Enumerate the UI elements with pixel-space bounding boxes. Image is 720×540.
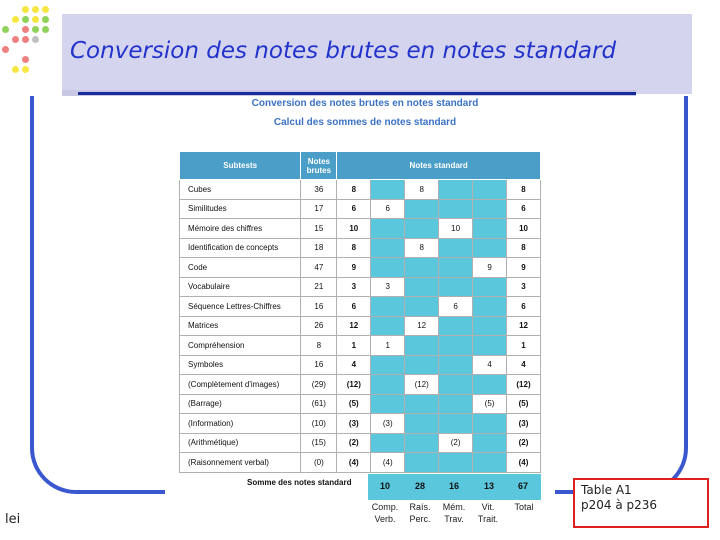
cell-raw: 16 bbox=[301, 297, 337, 317]
decor-dot bbox=[22, 6, 29, 13]
cell-name: Matrices bbox=[180, 316, 301, 336]
cell-raw: (29) bbox=[301, 375, 337, 395]
header-raw-scores: Notes brutes bbox=[301, 152, 337, 180]
cell-total: (5) bbox=[507, 394, 541, 414]
cell-c2: 8 bbox=[405, 180, 439, 200]
cell-std: (2) bbox=[337, 433, 371, 453]
cell-total: 8 bbox=[507, 238, 541, 258]
table-row bbox=[180, 238, 541, 258]
cell-c1: 3 bbox=[371, 277, 405, 297]
cell-total: 8 bbox=[507, 180, 541, 200]
decor-dot bbox=[12, 16, 19, 23]
cell-c3 bbox=[439, 394, 473, 414]
cell-name: (Information) bbox=[180, 414, 301, 434]
table-row bbox=[180, 355, 541, 375]
cell-raw: 21 bbox=[301, 277, 337, 297]
cell-c1: (3) bbox=[371, 414, 405, 434]
cell-total: 6 bbox=[507, 199, 541, 219]
cell-name: Cubes bbox=[180, 180, 301, 200]
cell-c4 bbox=[473, 316, 507, 336]
cell-std: (5) bbox=[337, 394, 371, 414]
cell-raw: (0) bbox=[301, 453, 337, 473]
cell-c2 bbox=[405, 433, 439, 453]
title-underline bbox=[78, 92, 636, 95]
cell-c3 bbox=[439, 258, 473, 278]
cell-c2 bbox=[405, 277, 439, 297]
document-heading: Conversion des notes brutes en notes standard bbox=[251, 98, 479, 109]
sum-vit-trait: 13 bbox=[483, 481, 494, 491]
cell-c3 bbox=[439, 336, 473, 356]
standard-scores-table bbox=[179, 151, 541, 473]
table-row bbox=[180, 375, 541, 395]
cell-c2 bbox=[405, 453, 439, 473]
corner-text: lei bbox=[5, 512, 21, 527]
cell-c1 bbox=[371, 355, 405, 375]
cell-c2: 12 bbox=[405, 316, 439, 336]
table-row bbox=[180, 453, 541, 473]
cell-name: Symboles bbox=[180, 355, 301, 375]
cell-name: Compréhension bbox=[180, 336, 301, 356]
header-subtests: Subtests bbox=[180, 152, 301, 180]
cell-c1: 1 bbox=[371, 336, 405, 356]
cell-raw: (61) bbox=[301, 394, 337, 414]
cell-total: (2) bbox=[507, 433, 541, 453]
cell-c4: (5) bbox=[473, 394, 507, 414]
document-subheading: Calcul des sommes de notes standard bbox=[273, 117, 457, 128]
decor-dot bbox=[2, 26, 9, 33]
cell-c1: 6 bbox=[371, 199, 405, 219]
cell-c3: 6 bbox=[439, 297, 473, 317]
sum-rais-perc: 28 bbox=[414, 481, 425, 491]
table-row bbox=[180, 316, 541, 336]
cell-std: (12) bbox=[337, 375, 371, 395]
cell-std: 8 bbox=[337, 180, 371, 200]
cell-c4 bbox=[473, 277, 507, 297]
cell-total: (3) bbox=[507, 414, 541, 434]
table-row bbox=[180, 394, 541, 414]
cell-c3: 10 bbox=[439, 219, 473, 239]
cell-c4 bbox=[473, 297, 507, 317]
cell-c4 bbox=[473, 433, 507, 453]
cell-std: 6 bbox=[337, 297, 371, 317]
cell-c1 bbox=[371, 180, 405, 200]
cell-std: 1 bbox=[337, 336, 371, 356]
cell-total: 12 bbox=[507, 316, 541, 336]
sum-comp-verb: 10 bbox=[379, 481, 390, 491]
cell-std: (3) bbox=[337, 414, 371, 434]
slide-title: Conversion des notes brutes en notes standard bbox=[70, 38, 617, 64]
decorative-dots bbox=[2, 4, 62, 94]
cell-total: (4) bbox=[507, 453, 541, 473]
cell-total: 9 bbox=[507, 258, 541, 278]
cell-c2 bbox=[405, 414, 439, 434]
cell-c1 bbox=[371, 219, 405, 239]
cell-c4 bbox=[473, 180, 507, 200]
cell-c3 bbox=[439, 316, 473, 336]
cell-total: 10 bbox=[507, 219, 541, 239]
cell-std: 8 bbox=[337, 238, 371, 258]
cell-c3 bbox=[439, 277, 473, 297]
cell-std: 10 bbox=[337, 219, 371, 239]
cell-name: Séquence Lettres-Chiffres bbox=[180, 297, 301, 317]
table-row bbox=[180, 277, 541, 297]
sum-mem-trav: 16 bbox=[448, 481, 459, 491]
cell-name: Identification de concepts bbox=[180, 238, 301, 258]
decor-dot bbox=[32, 6, 39, 13]
cell-raw: 36 bbox=[301, 180, 337, 200]
footer-comp-verb: Comp. Verb. bbox=[371, 502, 399, 524]
sum-total: 67 bbox=[517, 481, 528, 491]
cell-c4: 4 bbox=[473, 355, 507, 375]
cell-raw: 17 bbox=[301, 199, 337, 219]
decor-dot bbox=[32, 36, 39, 43]
cell-c2 bbox=[405, 394, 439, 414]
decor-dot bbox=[2, 46, 9, 53]
table-row bbox=[180, 199, 541, 219]
table-row bbox=[180, 336, 541, 356]
table-row bbox=[180, 433, 541, 453]
cell-c3 bbox=[439, 453, 473, 473]
decor-dot bbox=[22, 66, 29, 73]
cell-c2: (12) bbox=[405, 375, 439, 395]
cell-c1 bbox=[371, 258, 405, 278]
footer-mem-trav: Mém. Trav. bbox=[442, 502, 466, 524]
decor-dot bbox=[42, 6, 49, 13]
decor-dot bbox=[12, 36, 19, 43]
decor-dot bbox=[12, 66, 19, 73]
cell-c3 bbox=[439, 375, 473, 395]
cell-c3: (2) bbox=[439, 433, 473, 453]
cell-raw: 16 bbox=[301, 355, 337, 375]
decor-dot bbox=[42, 16, 49, 23]
cell-c3 bbox=[439, 180, 473, 200]
header-standard-scores: Notes standard bbox=[337, 152, 541, 180]
cell-c3 bbox=[439, 414, 473, 434]
cell-total: 1 bbox=[507, 336, 541, 356]
footer-rais-perc: Raís. Perc. bbox=[409, 502, 431, 524]
decor-dot bbox=[42, 26, 49, 33]
cell-total: 4 bbox=[507, 355, 541, 375]
cell-raw: 18 bbox=[301, 238, 337, 258]
cell-c2 bbox=[405, 355, 439, 375]
cell-c1 bbox=[371, 375, 405, 395]
cell-c2 bbox=[405, 297, 439, 317]
cell-raw: 26 bbox=[301, 316, 337, 336]
cell-c1 bbox=[371, 433, 405, 453]
table-header-row bbox=[180, 152, 541, 180]
cell-c4: 9 bbox=[473, 258, 507, 278]
table-row bbox=[180, 219, 541, 239]
cell-c2 bbox=[405, 336, 439, 356]
table-row bbox=[180, 258, 541, 278]
cell-c1 bbox=[371, 297, 405, 317]
cell-c4 bbox=[473, 219, 507, 239]
cell-c3 bbox=[439, 199, 473, 219]
cell-name: (Complètement d'images) bbox=[180, 375, 301, 395]
cell-c3 bbox=[439, 355, 473, 375]
cell-c2 bbox=[405, 199, 439, 219]
cell-name: Mémoire des chiffres bbox=[180, 219, 301, 239]
cell-raw: 47 bbox=[301, 258, 337, 278]
cell-c4 bbox=[473, 199, 507, 219]
decor-dot bbox=[22, 36, 29, 43]
table-row bbox=[180, 297, 541, 317]
footer-vit-trait: Vit. Trait. bbox=[477, 502, 499, 524]
cell-c2: 8 bbox=[405, 238, 439, 258]
cell-std: 9 bbox=[337, 258, 371, 278]
decor-dot bbox=[32, 26, 39, 33]
cell-name: Similitudes bbox=[180, 199, 301, 219]
cell-c2 bbox=[405, 258, 439, 278]
cell-c4 bbox=[473, 453, 507, 473]
cell-name: Vocabulaire bbox=[180, 277, 301, 297]
cell-c1 bbox=[371, 238, 405, 258]
table-row bbox=[180, 414, 541, 434]
cell-c2 bbox=[405, 219, 439, 239]
cell-std: 12 bbox=[337, 316, 371, 336]
decor-dot bbox=[22, 16, 29, 23]
cell-total: 6 bbox=[507, 297, 541, 317]
table-row bbox=[180, 180, 541, 200]
table-reference-note: Table A1 p204 à p236 bbox=[581, 483, 658, 512]
cell-c4 bbox=[473, 414, 507, 434]
cell-name: (Barrage) bbox=[180, 394, 301, 414]
cell-raw: 15 bbox=[301, 219, 337, 239]
decor-dot bbox=[22, 26, 29, 33]
sum-label: Somme des notes standard bbox=[247, 478, 352, 487]
cell-std: (4) bbox=[337, 453, 371, 473]
decor-dot bbox=[22, 56, 29, 63]
cell-raw: (10) bbox=[301, 414, 337, 434]
cell-c1 bbox=[371, 316, 405, 336]
cell-raw: 8 bbox=[301, 336, 337, 356]
decor-dot bbox=[32, 16, 39, 23]
cell-c4 bbox=[473, 336, 507, 356]
cell-name: (Raisonnement verbal) bbox=[180, 453, 301, 473]
cell-c1 bbox=[371, 394, 405, 414]
cell-raw: (15) bbox=[301, 433, 337, 453]
footer-total: Total bbox=[514, 502, 534, 512]
cell-c4 bbox=[473, 375, 507, 395]
cell-std: 3 bbox=[337, 277, 371, 297]
cell-name: (Arithmétique) bbox=[180, 433, 301, 453]
cell-c4 bbox=[473, 238, 507, 258]
cell-name: Code bbox=[180, 258, 301, 278]
cell-c3 bbox=[439, 238, 473, 258]
cell-std: 4 bbox=[337, 355, 371, 375]
cell-std: 6 bbox=[337, 199, 371, 219]
cell-total: (12) bbox=[507, 375, 541, 395]
cell-c1: (4) bbox=[371, 453, 405, 473]
cell-total: 3 bbox=[507, 277, 541, 297]
